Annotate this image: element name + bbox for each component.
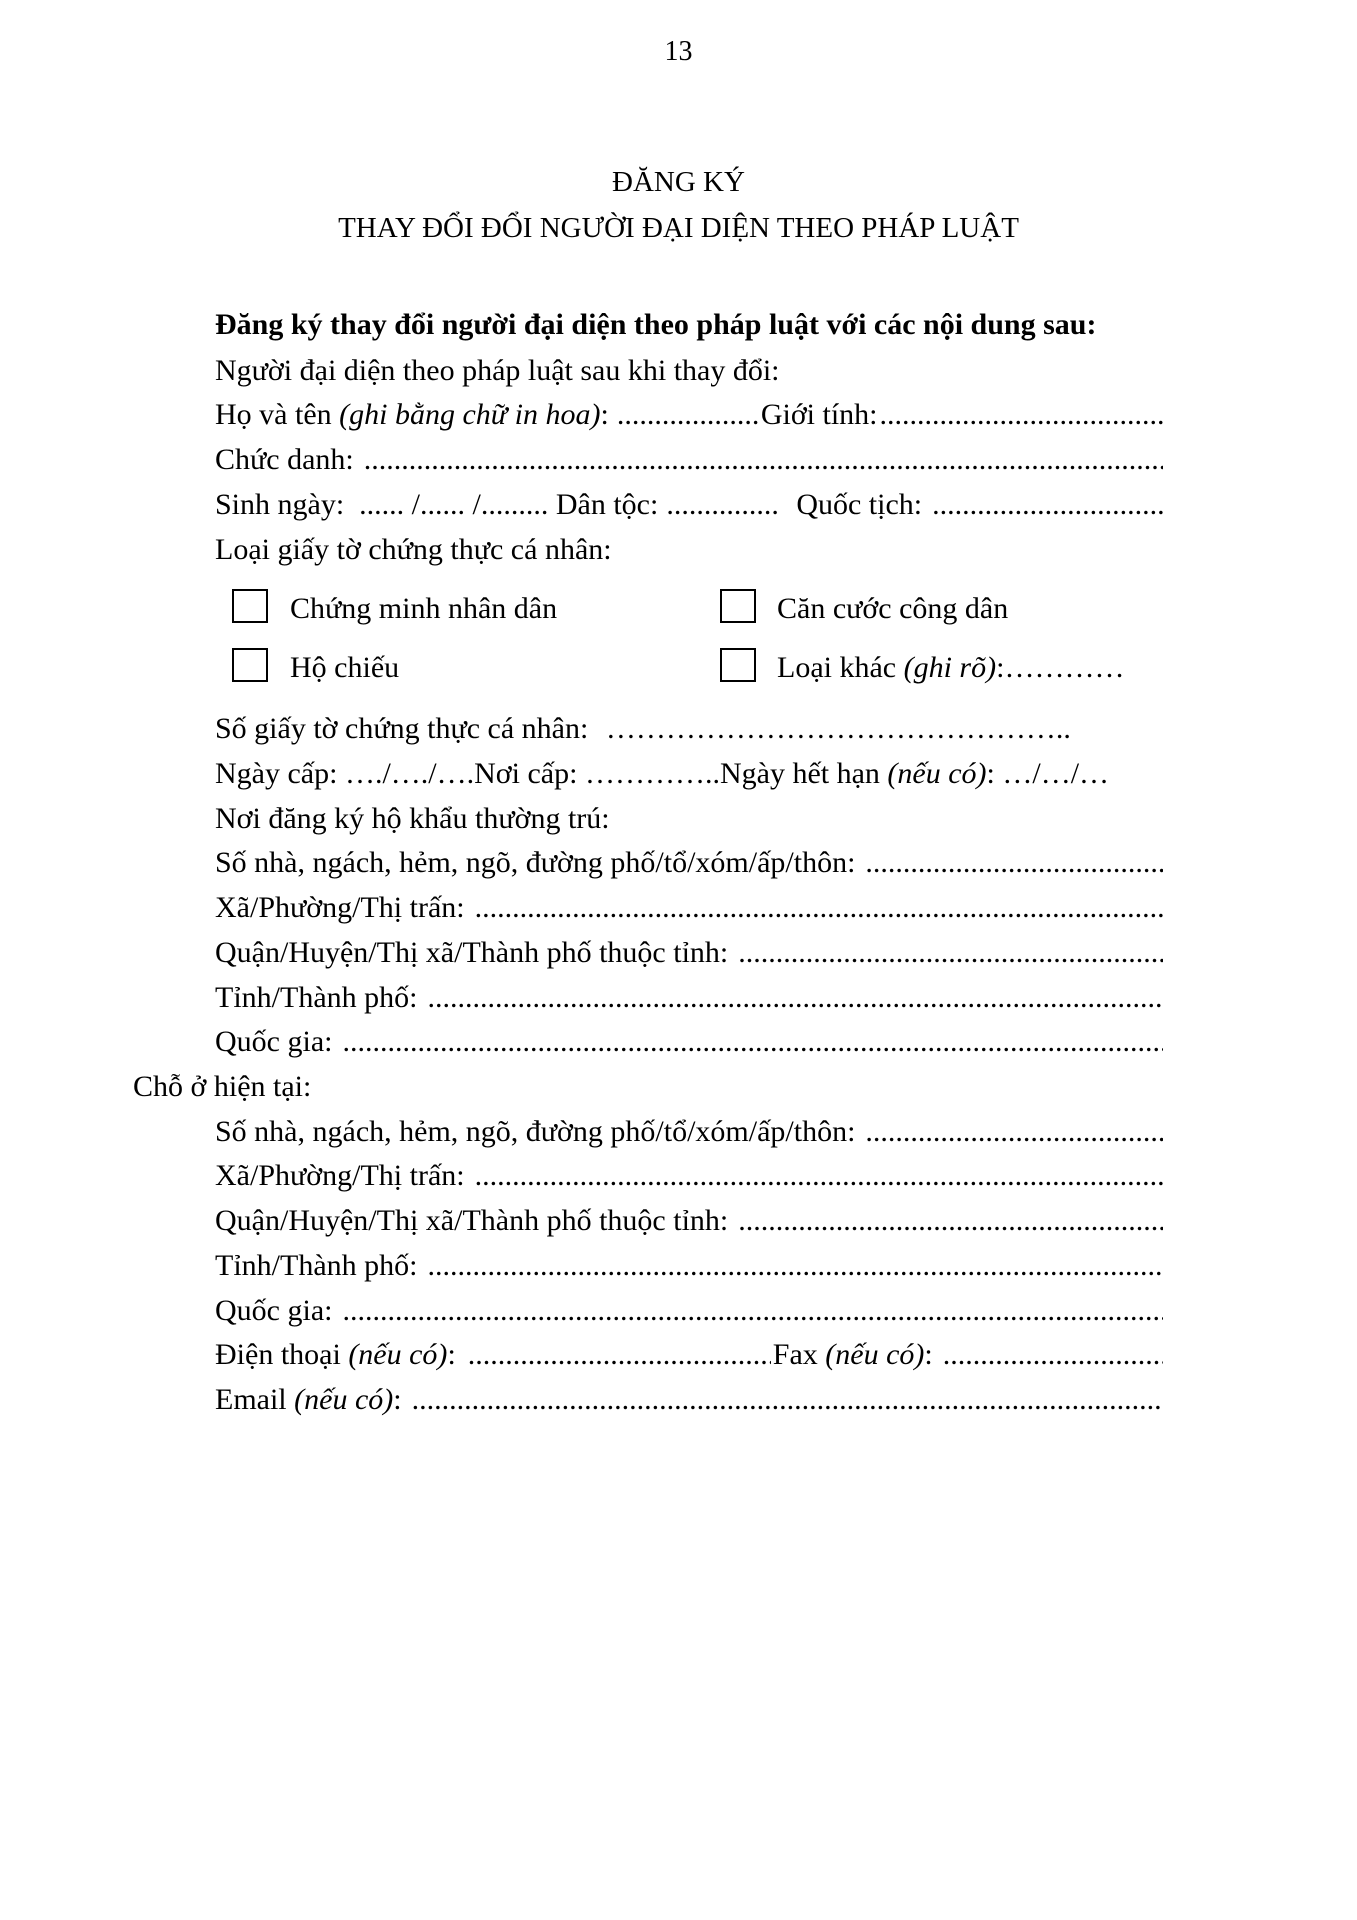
cccd-checkbox[interactable] (720, 589, 756, 623)
current-ward-field[interactable]: Xã/Phường/Thị trấn: ..... (215, 1159, 1165, 1193)
permanent-address-label: Nơi đăng ký hộ khẩu thường trú: (215, 802, 610, 835)
expiry-label: Ngày hết hạn (719, 757, 880, 790)
other-id-label: Loại khác (ghi rõ):………… (777, 651, 1125, 684)
page-number: 13 (664, 36, 693, 67)
id-type-label: Loại giấy tờ chứng thực cá nhân: (215, 533, 612, 566)
full-name-hint: (ghi bằng chữ in hoa) (339, 398, 601, 431)
phone-label: Điện thoại (215, 1338, 341, 1371)
permanent-district-field[interactable]: Quận/Huyện/Thị xã/Thành phố thuộc tỉnh: ..... (215, 936, 1165, 970)
issue-field[interactable] (215, 757, 1165, 791)
gender-label: Giới tính: (760, 398, 878, 431)
ethnicity-dots (666, 488, 778, 522)
phone-dots (468, 1338, 771, 1372)
fax-hint: (nếu có) (825, 1338, 925, 1371)
expiry-hint: (nếu có) (887, 757, 987, 790)
phone-hint: (nếu có) (348, 1338, 448, 1371)
email-field[interactable]: Email (nếu có) : ..... (215, 1383, 1165, 1417)
gender-dots (880, 398, 1163, 432)
permanent-province-field[interactable]: Tỉnh/Thành phố: ..... (215, 981, 1165, 1015)
current-province-field[interactable]: Tỉnh/Thành phố: ..... (215, 1249, 1165, 1283)
email-hint: (nếu có) (294, 1383, 394, 1416)
id-number-dots: ……………………………………….. (605, 712, 1071, 745)
full-name-dots (617, 398, 759, 432)
issue-place-dots: ………….. (584, 757, 720, 790)
current-street-field[interactable]: Số nhà, ngách, hẻm, ngõ, đường phố/tổ/xóm/ấp/thôn: ..... (215, 1115, 1165, 1149)
birth-label: Sinh ngày: (215, 488, 345, 521)
fax-label: Fax (772, 1338, 818, 1371)
nationality-dots (932, 488, 1163, 522)
email-label: Email (215, 1383, 287, 1416)
issue-date-pattern: …./…./…. (344, 757, 475, 790)
passport-checkbox[interactable] (232, 648, 268, 682)
birth-date-pattern: ...... /...... /......... (359, 488, 549, 521)
fax-dots (943, 1338, 1163, 1372)
permanent-ward-field[interactable]: Xã/Phường/Thị trấn: ..... (215, 891, 1165, 925)
after-change-label: Người đại diện theo pháp luật sau khi thay đổi: (215, 354, 780, 387)
current-country-field[interactable]: Quốc gia: ..... (215, 1294, 1165, 1328)
phone-fax-field[interactable]: Điện thoại (nếu có) : ..... Fax (nếu có) : ..... (215, 1338, 1165, 1372)
birth-field[interactable] (215, 488, 1165, 522)
document-subtitle: THAY ĐỔI ĐỔI NGƯỜI ĐẠI DIỆN THEO PHÁP LUẬT (338, 212, 1019, 244)
cmnd-checkbox[interactable] (232, 589, 268, 623)
id-number-field[interactable] (215, 712, 1165, 746)
position-field[interactable] (215, 443, 1165, 477)
email-dots (412, 1383, 1163, 1417)
other-id-checkbox[interactable] (720, 648, 756, 682)
full-name-field[interactable]: Họ và tên (ghi bằng chữ in hoa) : ..... Giới tính: ..... (215, 398, 1165, 432)
expiry-pattern: : …/…/… (986, 757, 1110, 790)
position-dots (364, 443, 1163, 477)
ethnicity-label: Dân tộc: (555, 488, 659, 521)
current-address-label: Chỗ ở hiện tại: (133, 1070, 312, 1103)
issue-place-label: Nơi cấp: (474, 757, 578, 790)
issue-date-label: Ngày cấp: (215, 757, 338, 790)
section-heading: Đăng ký thay đổi người đại diện theo pháp luật với các nội dung sau: (215, 308, 1097, 341)
permanent-country-field[interactable]: Quốc gia: ..... (215, 1025, 1165, 1059)
permanent-street-field[interactable]: Số nhà, ngách, hẻm, ngõ, đường phố/tổ/xóm/ấp/thôn: ..... (215, 846, 1165, 880)
current-district-field[interactable]: Quận/Huyện/Thị xã/Thành phố thuộc tỉnh: ..... (215, 1204, 1165, 1238)
nationality-label: Quốc tịch: (796, 488, 923, 521)
id-number-label: Số giấy tờ chứng thực cá nhân: (215, 712, 589, 745)
position-label: Chức danh: (215, 443, 354, 476)
cmnd-label: Chứng minh nhân dân (290, 592, 558, 625)
full-name-label: Họ và tên (215, 398, 332, 431)
cccd-label: Căn cước công dân (777, 592, 1009, 625)
passport-label: Hộ chiếu (290, 651, 400, 684)
document-title: ĐĂNG KÝ (612, 166, 745, 198)
